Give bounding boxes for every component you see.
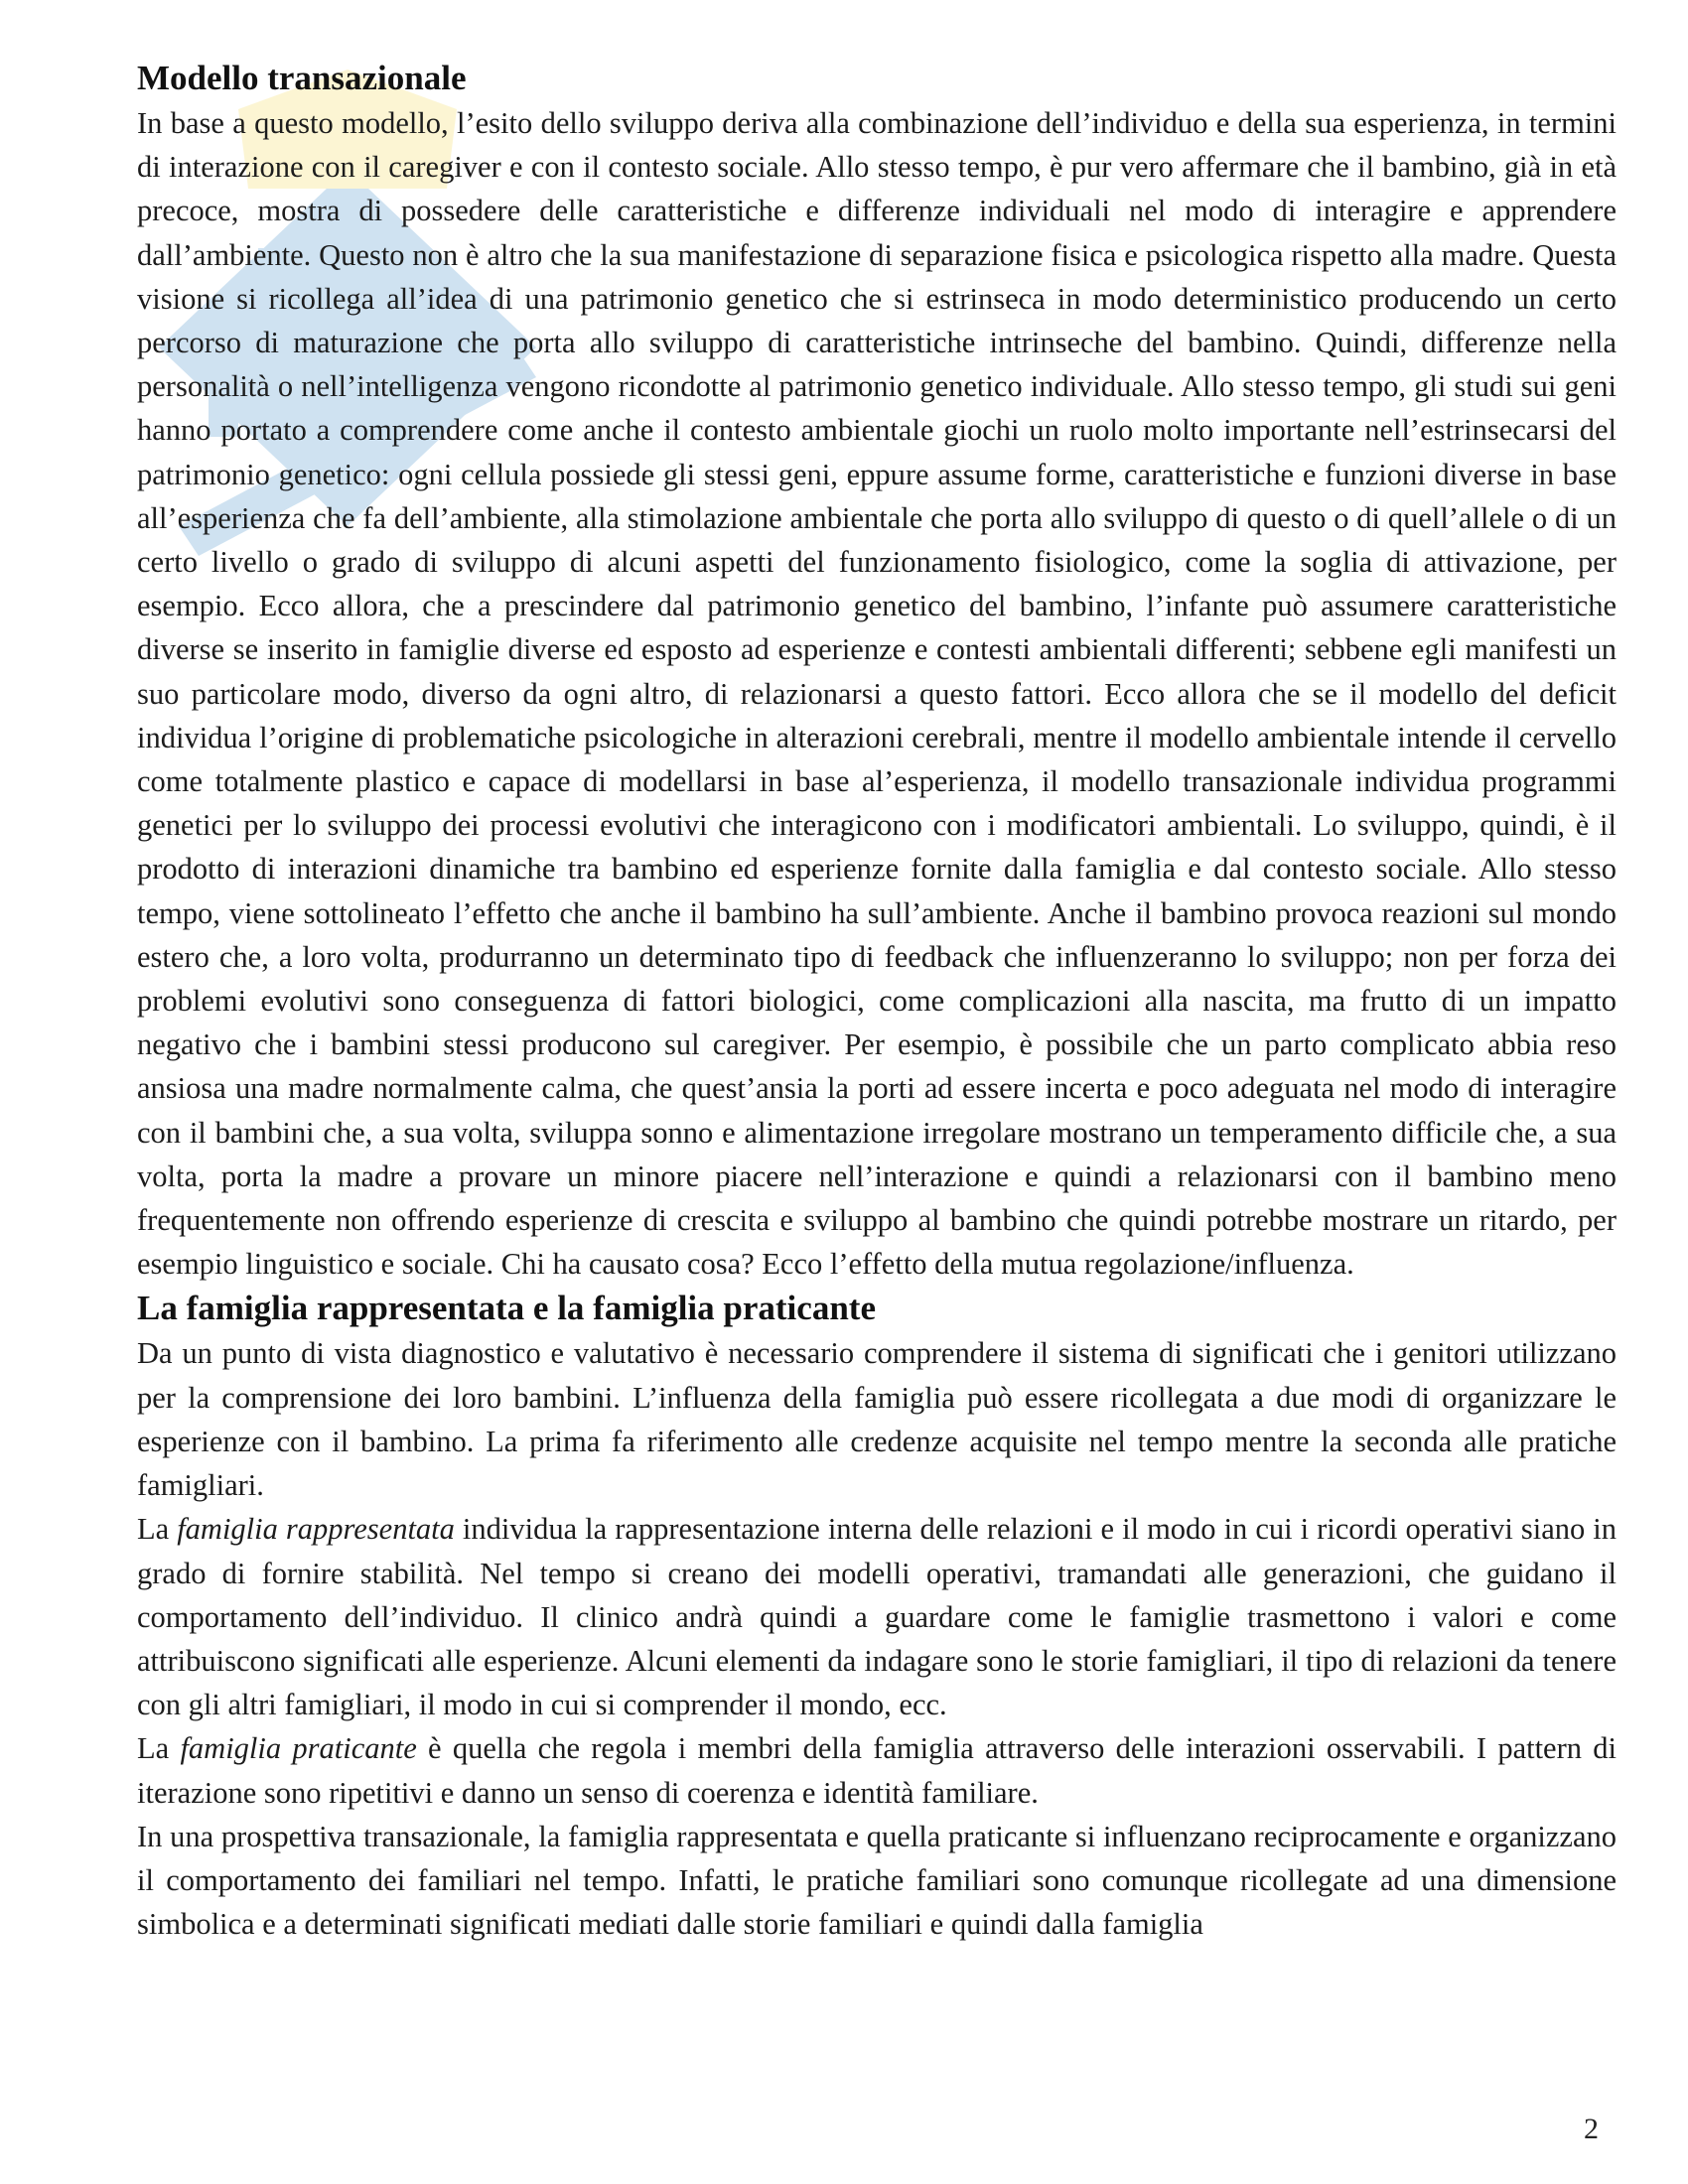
paragraph-diagnostico: Da un punto di vista diagnostico e valutativo è necessario comprendere il sistema di significati che i genitori utilizzano per la comprensione dei loro bambini. L’influenza della famiglia può essere ricollegata a due modi di organizzare le esperienze con il bambino. La prima fa riferimento alle credenze acquisite nel tempo mentre la seconda alle pratiche famigliari. [137,1336,1617,1503]
paragraph-prospettiva-transazionale: In una prospettiva transazionale, la famiglia rappresentata e quella praticante si influenzano reciprocamente e organizzano il comportamento dei familiari nel tempo. Infatti, le pratiche familiari sono comunque ricollegate ad una dimensione simbolica e a determinati significati mediati dalle storie familiari e quindi dalla famiglia [137,1819,1617,1942]
paragraph-modello-transazionale: In base a questo modello, l’esito dello sviluppo deriva alla combinazione dell’individuo e della sua esperienza, in termini di interazione con il caregiver e con il contesto sociale. Allo stesso tempo, è pur vero affermare che il bambino, già in età precoce, mostra di possedere delle caratteristiche e differenze individuali nel modo di interagire e apprendere dall’ambiente. Questo non è altro che la sua manifestazione di separazione fisica e psicologica rispetto alla madre. Questa visione si ricollega all’idea di una patrimonio genetico che si estrinseca in modo deterministico producendo un certo percorso di maturazione che porta allo sviluppo di caratteristiche intrinseche del bambino. Quindi, differenze nella personalità o nell’intelligenza vengono ricondotte al patrimonio genetico individuale. Allo stesso tempo, gli studi sui geni hanno portato a comprendere come anche il contesto ambientale giochi un ruolo molto importante nell’estrinsecarsi del patrimonio genetico: ogni cellula possiede gli stessi geni, eppure assume forme, caratteristiche e funzioni diverse in base all’esperienza che fa dell’ambiente, alla stimolazione ambientale che porta allo sviluppo di questo o di quell’allele o di un certo livello o grado di sviluppo di alcuni aspetti del funzionamento fisiologico, come la soglia di attivazione, per esempio. Ecco allora, che a prescindere dal patrimonio genetico del bambino, l’infante può assumere caratteristiche diverse se inserito in famiglie diverse ed esposto ad esperienze e contesti ambientali differenti; sebbene egli manifesti un suo particolare modo, diverso da ogni altro, di relazionarsi a questo fattori. Ecco allora che se il modello del deficit individua l’origine di problematiche psicologiche in alterazioni cerebrali, mentre il modello ambientale intende il cervello come totalmente plastico e capace di modellarsi in base al’esperienza, il modello transazionale individua programmi genetici per lo sviluppo dei processi evolutivi che interagicono con i modificatori ambientali. Lo sviluppo, quindi, è il prodotto di interazioni dinamiche tra bambino ed esperienze fornite dalla famiglia e dal contesto sociale. Allo stesso tempo, viene sottolineato l’effetto che anche il bambino ha sull’ambiente. Anche il bambino provoca reazioni sul mondo estero che, a loro volta, produrranno un determinato tipo di feedback che influenzeranno lo sviluppo; non per forza dei problemi evolutivi sono conseguenza di fattori biologici, come complicazioni alla nascita, ma frutto di un impatto negativo che i bambini stessi producono sul caregiver. Per esempio, è possibile che un parto complicato abbia reso ansiosa una madre normalmente calma, che quest’ansia la porti ad essere incerta e poco adeguata nel modo di interagire con il bambini che, a sua volta, sviluppa sonno e alimentazione irregolare mostrano un temperamento difficile che, a sua volta, porta la madre a provare un minore piacere nell’interazione e quindi a relazionarsi con il bambino meno frequentemente non offrendo esperienze di crescita e sviluppo al bambino che quindi potrebbe mostrare un ritardo, per esempio linguistico e sociale. Chi ha causato cosa? Ecco l’effetto della mutua regolazione/influenza. [137,106,1617,1282]
section-title-famiglia: La famiglia rappresentata e la famiglia praticante [137,1289,876,1328]
paragraph-prefix: La [137,1731,181,1766]
page-number: 2 [1584,2113,1599,2145]
section-title-modello-transazionale: Modello transazionale [137,59,467,97]
term-famiglia-rappresentata: famiglia rappresentata [177,1512,455,1547]
paragraph-famiglia-rappresentata [137,1507,1617,1726]
paragraph-famiglia-praticante [137,1726,1617,1814]
paragraph-rest: è quella che regola i membri della famiglia attraverso delle interazioni osservabili. I pattern di iterazione sono ripetitivi e danno un senso di coerenza e identità familiare. [137,1731,1618,1810]
paragraph-rest: individua la rappresentazione interna delle relazioni e il modo in cui i ricordi operativi siano in grado di fornire stabilità. Nel tempo si creano dei modelli operativi, tramandati alle generazioni, che guidano il comportamento dell’individuo. Il clinico andrà quindi a guardare come le famiglie trasmettono i valori e come attribuiscono significati alle esperienze. Alcuni elementi da indagare sono le storie famigliari, il tipo di relazioni da tenere con gli altri famigliari, il modo in cui si comprender il mondo, ecc. [137,1512,1618,1722]
paragraph-prefix: La [137,1512,178,1547]
page-content [137,56,1617,1946]
term-famiglia-praticante: famiglia praticante [180,1731,417,1766]
